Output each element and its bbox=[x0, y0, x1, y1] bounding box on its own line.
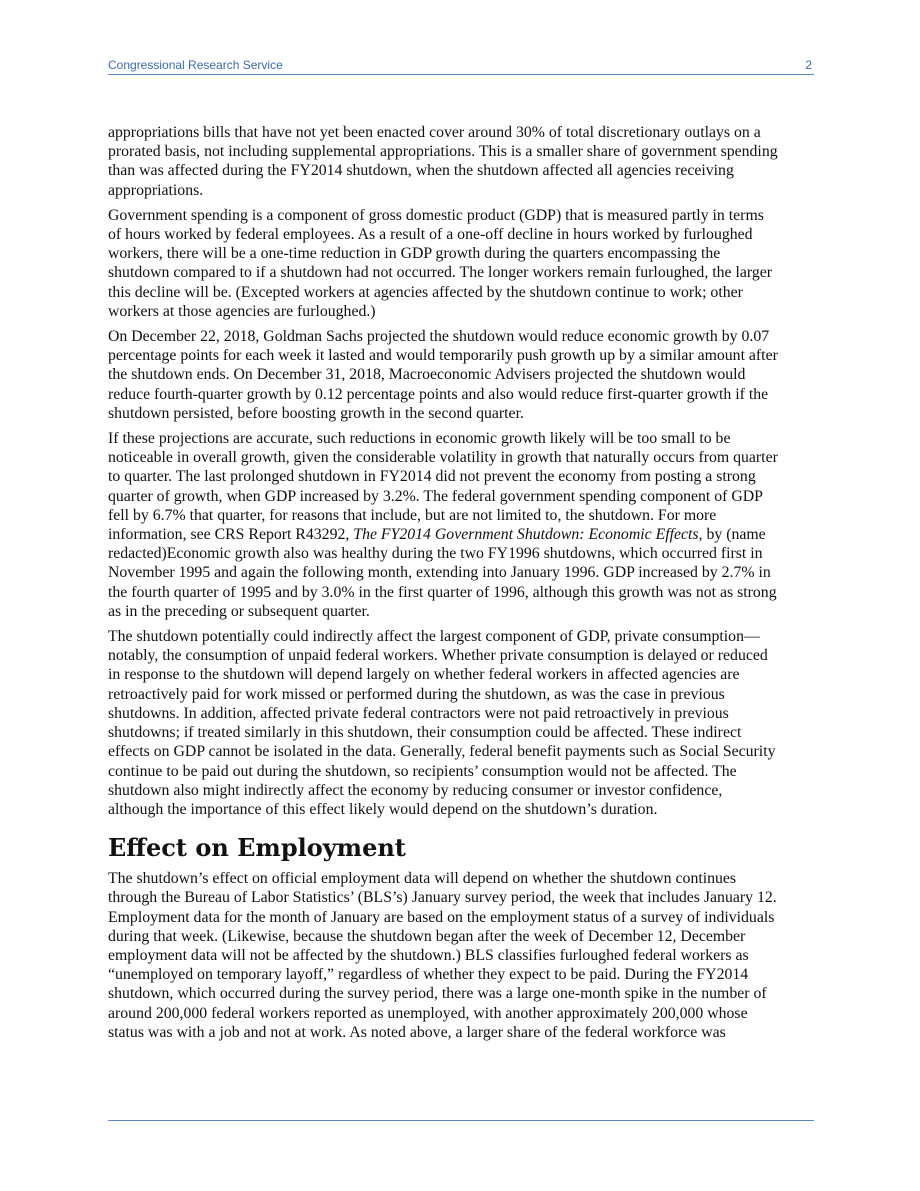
text-line: fell by 6.7% that quarter, for reasons that include, but are not limited to, the shutdown. For more bbox=[108, 506, 717, 524]
text-line: to quarter. The last prolonged shutdown in FY2014 did not prevent the economy from posting a strong bbox=[108, 468, 756, 486]
text-line: workers, there will be a one-time reduction in GDP growth during the quarters encompassing the bbox=[108, 245, 721, 263]
text-line-with-reference bbox=[108, 525, 820, 544]
text-line: effects on GDP cannot be isolated in the data. Generally, federal benefit payments such as Social Security bbox=[108, 743, 776, 761]
text-line: retroactively paid for work missed or performed during the shutdown, as was the case in previous bbox=[108, 685, 725, 703]
text-line: appropriations bills that have not yet been enacted cover around 30% of total discretionary outlays on a bbox=[108, 124, 761, 141]
text-line: than was affected during the FY2014 shutdown, when the shutdown affected all agencies receiving bbox=[108, 162, 734, 180]
text-line: in response to the shutdown will depend largely on whether federal workers in affected agencies are bbox=[108, 666, 740, 684]
text-line: the fourth quarter of 1995 and by 3.0% in the first quarter of 1996, although this growth was not as strong bbox=[108, 583, 777, 601]
text-line: this decline will be. (Excepted workers at agencies affected by the shutdown continue to work; other bbox=[108, 283, 743, 301]
text-line: shutdown, which occurred during the survey period, there was a large one-month spike in the number of bbox=[108, 985, 767, 1003]
text-line: quarter of growth, when GDP increased by 3.2%. The federal government spending component of GDP bbox=[108, 487, 763, 505]
page-header bbox=[108, 58, 814, 75]
text-line: Government spending is a component of gross domestic product (GDP) that is measured partly in terms bbox=[108, 206, 764, 224]
text-line: The shutdown potentially could indirectly affect the largest component of GDP, private consumption— bbox=[108, 628, 760, 646]
text-line: percentage points for each week it lasted and would temporarily push growth up by a similar amount after bbox=[108, 347, 778, 365]
text-line: workers at those agencies are furloughed.) bbox=[108, 302, 376, 320]
text-line: redacted)Economic growth also was healthy during the two FY1996 shutdowns, which occurred first in bbox=[108, 545, 763, 563]
text-line: November 1995 and again the following month, extending into January 1996. GDP increased by 2.7% in bbox=[108, 564, 771, 582]
text-line: around 200,000 federal workers reported as unemployed, with another approximately 200,000 whose bbox=[108, 1004, 748, 1022]
text-line: shutdowns. In addition, affected private federal contractors were not paid retroactively in previous bbox=[108, 704, 729, 722]
text-line: If these projections are accurate, such reductions in economic growth likely will be too small to be bbox=[108, 430, 731, 448]
text-line: shutdowns; if treated similarly in this shutdown, their consumption could be affected. These indirect bbox=[108, 724, 742, 742]
text-line: notably, the consumption of unpaid federal workers. Whether private consumption is delayed or reduced bbox=[108, 647, 768, 665]
text-line: the shutdown ends. On December 31, 2018, Macroeconomic Advisers projected the shutdown would bbox=[108, 366, 746, 384]
document-body bbox=[108, 123, 820, 1048]
text-line: noticeable in overall growth, given the considerable volatility in growth that naturally occurs from quarter bbox=[108, 449, 778, 467]
text-line: as in the preceding or subsequent quarter. bbox=[108, 602, 370, 620]
section-heading: Effect on Employment bbox=[108, 833, 406, 863]
page-number: 2 bbox=[805, 58, 812, 72]
text-line: “unemployed on temporary layoff,” regardless of whether they expect to be paid. During the FY2014 bbox=[108, 966, 749, 984]
text-line: shutdown compared to if a shutdown had not occurred. The longer workers remain furloughed, the larger bbox=[108, 264, 773, 282]
text-line: during that week. (Likewise, because the shutdown began after the week of December 12, December bbox=[108, 927, 746, 945]
text-line: appropriations. bbox=[108, 181, 204, 199]
paragraph-projections bbox=[108, 327, 820, 423]
text-line: status was with a job and not at work. As noted above, a larger share of the federal workforce was bbox=[108, 1023, 726, 1041]
text-line: shutdown persisted, before boosting growth in the second quarter. bbox=[108, 404, 524, 422]
paragraph-employment bbox=[108, 869, 820, 1042]
text-line: shutdown also might indirectly affect the economy by reducing consumer or investor confidence, bbox=[108, 781, 723, 799]
text-line: prorated basis, not including supplemental appropriations. This is a smaller share of government spending bbox=[108, 143, 778, 161]
text-line: On December 22, 2018, Goldman Sachs projected the shutdown would reduce economic growth by 0.07 bbox=[108, 328, 770, 346]
paragraph-growth-volatility bbox=[108, 429, 820, 621]
text-line: The shutdown’s effect on official employment data will depend on whether the shutdown continues bbox=[108, 870, 737, 888]
text-line: employment data will not be affected by the shutdown.) BLS classifies furloughed federal workers as bbox=[108, 946, 749, 964]
text-line: reduce fourth-quarter growth by 0.12 percentage points and also would reduce first-quarter growth if the bbox=[108, 385, 769, 403]
footer-rule bbox=[108, 1120, 814, 1121]
header-organization: Congressional Research Service bbox=[108, 58, 283, 72]
text-line: Employment data for the month of January are based on the employment status of a survey of individuals bbox=[108, 908, 775, 926]
report-title-link[interactable]: The FY2014 Government Shutdown: Economic Effects bbox=[353, 526, 699, 544]
text-line: continue to be paid out during the shutdown, so recipients’ consumption would not be affected. The bbox=[108, 762, 737, 780]
paragraph-private-consumption bbox=[108, 627, 820, 819]
text-line: through the Bureau of Labor Statistics’ (BLS’s) January survey period, the week that includes January 12. bbox=[108, 889, 777, 907]
text-line: of hours worked by federal employees. As a result of a one-off decline in hours worked by furloughed bbox=[108, 226, 753, 244]
paragraph-appropriations bbox=[108, 123, 820, 200]
reference-prefix: information, see CRS Report R43292, bbox=[108, 526, 354, 544]
paragraph-gdp-hours bbox=[108, 206, 820, 321]
text-line: although the importance of this effect likely would depend on the shutdown’s duration. bbox=[108, 800, 658, 818]
reference-suffix: , by (name bbox=[698, 526, 766, 544]
